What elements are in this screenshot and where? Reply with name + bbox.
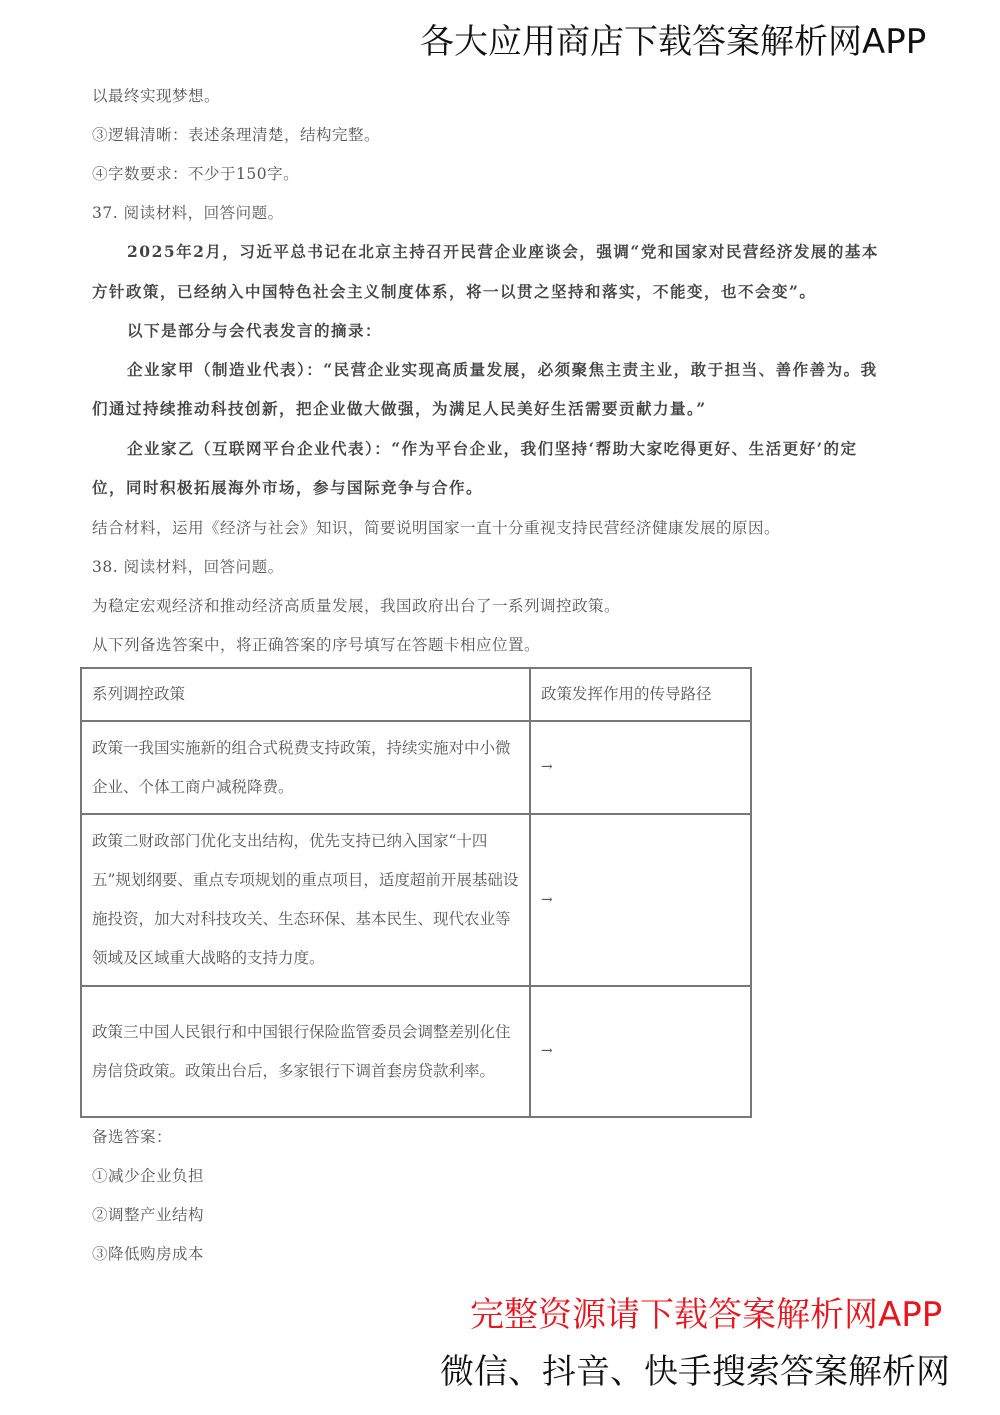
table-row bbox=[81, 986, 751, 1117]
question-37: 37. 阅读材料，回答问题。 bbox=[92, 204, 284, 222]
path-cell: → bbox=[530, 986, 751, 1117]
text-line: 企业家甲（制造业代表）：“民营企业实现高质量发展，必须聚焦主责主业，敢于担当、善作善为。我 bbox=[127, 360, 878, 379]
option-item: ②调整产业结构 bbox=[92, 1206, 205, 1224]
policy-cell: 政策二财政部门优化支出结构，优先支持已纳入国家“十四五”规划纲要、重点专项规划的重点项目，适度超前开展基础设施投资，加大对科技攻关、生态环保、基本民生、现代农业等领域及区域重大战略的支持力度。 bbox=[81, 814, 530, 986]
policy-cell: 政策一我国实施新的组合式税费支持政策，持续实施对中小微企业、个体工商户减税降费。 bbox=[81, 721, 530, 814]
watermark-red: 完整资源请下载答案解析网APP bbox=[470, 1295, 943, 1335]
options-list bbox=[80, 1118, 752, 1274]
text-line: 以下是部分与会代表发言的摘录： bbox=[127, 321, 383, 340]
path-cell: → bbox=[530, 721, 751, 814]
table-and-options bbox=[80, 667, 752, 1274]
text-line: 2025年2月，习近平总书记在北京主持召开民营企业座谈会，强调“党和国家对民营经济发展的基本 bbox=[127, 242, 879, 261]
option-item: ③降低购房成本 bbox=[92, 1245, 205, 1263]
policy-table bbox=[80, 667, 752, 1118]
watermark-bottom: 微信、抖音、快手搜索答案解析网 bbox=[440, 1352, 950, 1392]
table-row bbox=[81, 721, 751, 814]
options-title: 备选答案： bbox=[92, 1128, 173, 1146]
watermark-top: 各大应用商店下载答案解析网APP bbox=[420, 22, 927, 62]
text-line: 企业家乙（互联网平台企业代表）：“作为平台企业，我们坚持‘帮助大家吃得更好、生活更好’的定 bbox=[127, 439, 858, 458]
policy-cell: 政策三中国人民银行和中国银行保险监管委员会调整差别化住房信贷政策。政策出台后，多家银行下调首套房贷款利率。 bbox=[81, 986, 530, 1117]
text-line: 以最终实现梦想。 bbox=[92, 87, 221, 105]
table-header: 系列调控政策 bbox=[81, 668, 530, 721]
table-row bbox=[81, 814, 751, 986]
option-item: ①减少企业负担 bbox=[92, 1167, 205, 1185]
text-line: ④字数要求：不少于150字。 bbox=[92, 165, 300, 183]
text-line: 位，同时积极拓展海外市场，参与国际竞争与合作。 bbox=[92, 478, 484, 497]
question-38: 38. 阅读材料，回答问题。 bbox=[92, 558, 284, 576]
text-line: 从下列备选答案中，将正确答案的序号填写在答题卡相应位置。 bbox=[92, 636, 541, 654]
text-line: 们通过持续推动科技创新，把企业做大做强，为满足人民美好生活需要贡献力量。” bbox=[92, 399, 707, 418]
text-line: 为稳定宏观经济和推动经济高质量发展，我国政府出台了一系列调控政策。 bbox=[92, 597, 621, 615]
path-cell: → bbox=[530, 814, 751, 986]
text-line: 结合材料，运用《经济与社会》知识，简要说明国家一直十分重视支持民营经济健康发展的原因。 bbox=[92, 519, 781, 537]
text-line: ③逻辑清晰：表述条理清楚，结构完整。 bbox=[92, 126, 381, 144]
table-header: 政策发挥作用的传导路径 bbox=[530, 668, 751, 721]
text-line: 方针政策，已经纳入中国特色社会主义制度体系，将一以贯之坚持和落实，不能变，也不会变”。 bbox=[92, 282, 817, 301]
